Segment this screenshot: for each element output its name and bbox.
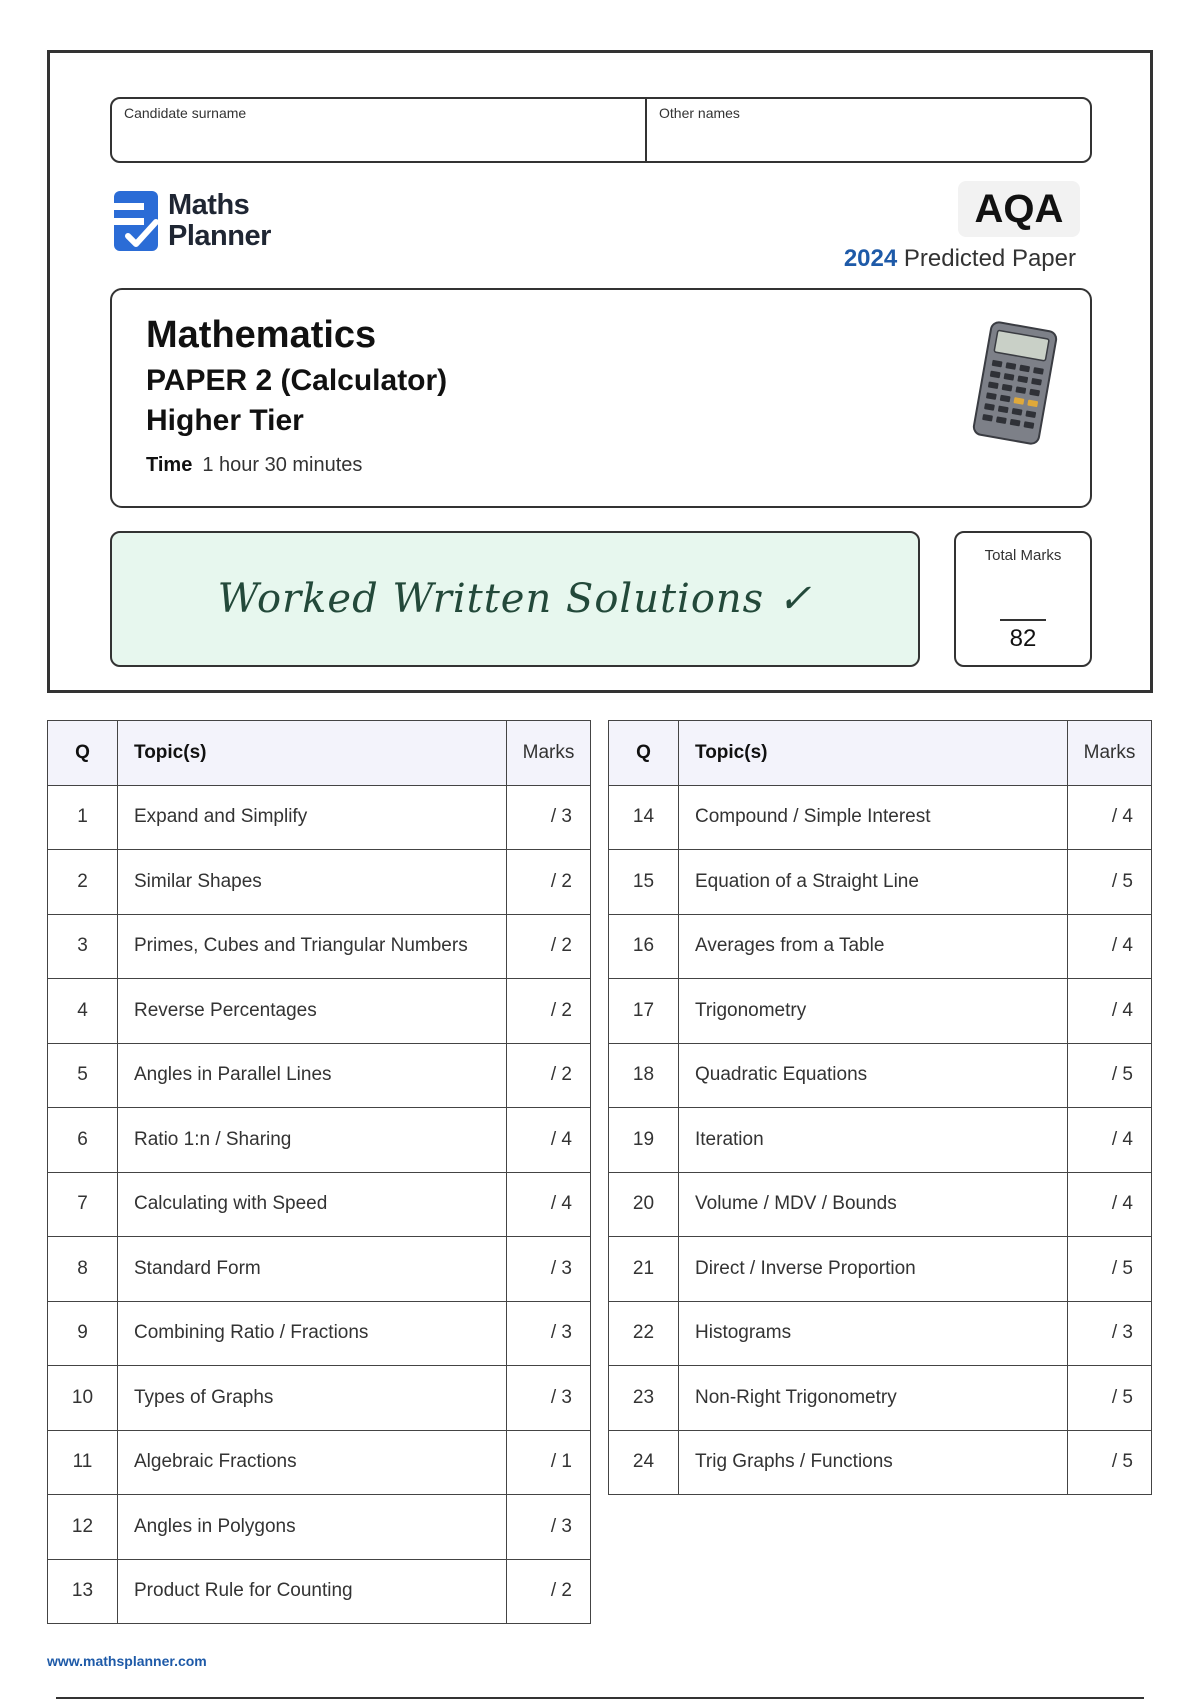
question-topic: Calculating with Speed [118,1172,507,1237]
question-topic: Quadratic Equations [679,1043,1068,1108]
table-row [609,914,1152,979]
question-topic: Angles in Polygons [118,1495,507,1560]
question-marks: / 2 [507,850,591,915]
question-number: 8 [48,1237,118,1302]
brand-name-line2: Planner [168,220,271,252]
question-marks: / 2 [507,979,591,1044]
table-row [48,1366,591,1431]
question-number: 7 [48,1172,118,1237]
paper-time [146,454,362,477]
table-header-row [48,721,591,786]
table-row [48,1430,591,1495]
predicted-year: 2024 [843,245,898,272]
header-q: Q [48,721,118,786]
question-marks: / 2 [507,914,591,979]
question-number: 12 [48,1495,118,1560]
table-row [609,850,1152,915]
table-row [48,1559,591,1624]
question-topic: Trigonometry [679,979,1068,1044]
question-number: 4 [48,979,118,1044]
question-marks: / 5 [1068,1366,1152,1431]
question-marks: / 3 [1068,1301,1152,1366]
question-topic: Similar Shapes [118,850,507,915]
question-marks: / 4 [507,1172,591,1237]
header-topic: Topic(s) [118,721,507,786]
question-number: 6 [48,1108,118,1173]
table-row [609,1366,1152,1431]
question-topic: Ratio 1:n / Sharing [118,1108,507,1173]
question-number: 21 [609,1237,679,1302]
question-number: 16 [609,914,679,979]
maths-planner-logo-icon [112,189,160,253]
total-marks-label: Total Marks [984,547,1062,564]
question-topic: Histograms [679,1301,1068,1366]
table-row [48,1237,591,1302]
question-topic: Algebraic Fractions [118,1430,507,1495]
candidate-surname-field[interactable] [112,99,647,161]
table-row [48,1495,591,1560]
question-number: 1 [48,785,118,850]
question-topic: Primes, Cubes and Triangular Numbers [118,914,507,979]
brand-logo [112,189,271,253]
question-number: 20 [609,1172,679,1237]
table-row [609,1430,1152,1495]
brand-name-line1: Maths [168,189,250,221]
question-topic: Types of Graphs [118,1366,507,1431]
candidate-surname-label: Candidate surname [124,105,247,121]
question-topic: Product Rule for Counting [118,1559,507,1624]
question-number: 18 [609,1043,679,1108]
question-marks: / 1 [507,1430,591,1495]
paper-tier: Higher Tier [146,404,304,437]
question-marks: / 4 [507,1108,591,1173]
question-marks: / 4 [1068,785,1152,850]
question-number: 24 [609,1430,679,1495]
question-marks: / 5 [1068,1043,1152,1108]
footer-divider [56,1697,1144,1699]
table-row [609,1237,1152,1302]
question-marks: / 3 [507,1495,591,1560]
header-marks: Marks [507,721,591,786]
header-topic: Topic(s) [679,721,1068,786]
exam-board: AQA [958,181,1080,237]
question-topic: Angles in Parallel Lines [118,1043,507,1108]
brand-name [168,190,271,252]
question-marks: / 4 [1068,979,1152,1044]
table-row [609,1301,1152,1366]
question-marks: / 4 [1068,914,1152,979]
subject-title: Mathematics [146,314,377,356]
table-row [609,1043,1152,1108]
question-number: 13 [48,1559,118,1624]
question-topic: Expand and Simplify [118,785,507,850]
question-number: 15 [609,850,679,915]
table-row [48,785,591,850]
question-marks: / 5 [1068,1237,1152,1302]
header-q: Q [609,721,679,786]
question-number: 19 [609,1108,679,1173]
question-topic: Reverse Percentages [118,979,507,1044]
table-header-row [609,721,1152,786]
total-marks-value: 82 [1009,625,1037,652]
other-names-field[interactable] [647,99,1090,161]
question-marks: / 5 [1068,850,1152,915]
predicted-label: Predicted Paper [903,245,1076,272]
other-names-label: Other names [659,105,740,121]
website-link[interactable]: www.mathsplanner.com [47,1653,207,1669]
question-number: 17 [609,979,679,1044]
cover-panel [47,50,1153,693]
question-topic: Combining Ratio / Fractions [118,1301,507,1366]
question-number: 23 [609,1366,679,1431]
question-number: 22 [609,1301,679,1366]
question-number: 10 [48,1366,118,1431]
question-number: 2 [48,850,118,915]
question-number: 9 [48,1301,118,1366]
table-row [48,914,591,979]
question-marks: / 4 [1068,1108,1152,1173]
topics-table-left [47,720,591,1624]
table-row [609,979,1152,1044]
question-topic: Non-Right Trigonometry [679,1366,1068,1431]
question-topic: Standard Form [118,1237,507,1302]
table-row [609,1108,1152,1173]
question-marks: / 2 [507,1043,591,1108]
question-marks: / 4 [1068,1172,1152,1237]
question-number: 5 [48,1043,118,1108]
table-row [48,1301,591,1366]
table-row [48,850,591,915]
question-number: 3 [48,914,118,979]
question-marks: / 3 [507,1301,591,1366]
worked-solutions-banner [110,531,920,667]
worked-solutions-label: Worked Written Solutions ✓ [217,576,813,622]
table-row [609,1172,1152,1237]
table-row [48,1108,591,1173]
question-topic: Direct / Inverse Proportion [679,1237,1068,1302]
paper-title-box [110,288,1092,508]
question-topic: Compound / Simple Interest [679,785,1068,850]
candidate-name-fields [110,97,1092,163]
question-topic: Trig Graphs / Functions [679,1430,1068,1495]
question-topic: Equation of a Straight Line [679,850,1068,915]
question-marks: / 3 [507,1366,591,1431]
table-row [609,785,1152,850]
time-label: Time [146,454,193,476]
question-topic: Volume / MDV / Bounds [679,1172,1068,1237]
question-marks: / 5 [1068,1430,1152,1495]
question-marks: / 2 [507,1559,591,1624]
table-row [48,1043,591,1108]
total-marks-box [954,531,1092,667]
topics-table-right [608,720,1152,1495]
time-value: 1 hour 30 minutes [202,454,363,476]
table-row [48,979,591,1044]
predicted-paper [844,245,1076,273]
header-marks: Marks [1068,721,1152,786]
question-marks: / 3 [507,1237,591,1302]
question-marks: / 3 [507,785,591,850]
question-number: 11 [48,1430,118,1495]
calculator-icon [972,320,1058,446]
question-topic: Iteration [679,1108,1068,1173]
paper-name: PAPER 2 (Calculator) [146,364,448,397]
question-number: 14 [609,785,679,850]
table-row [48,1172,591,1237]
total-marks-divider [1000,619,1046,621]
question-topic: Averages from a Table [679,914,1068,979]
